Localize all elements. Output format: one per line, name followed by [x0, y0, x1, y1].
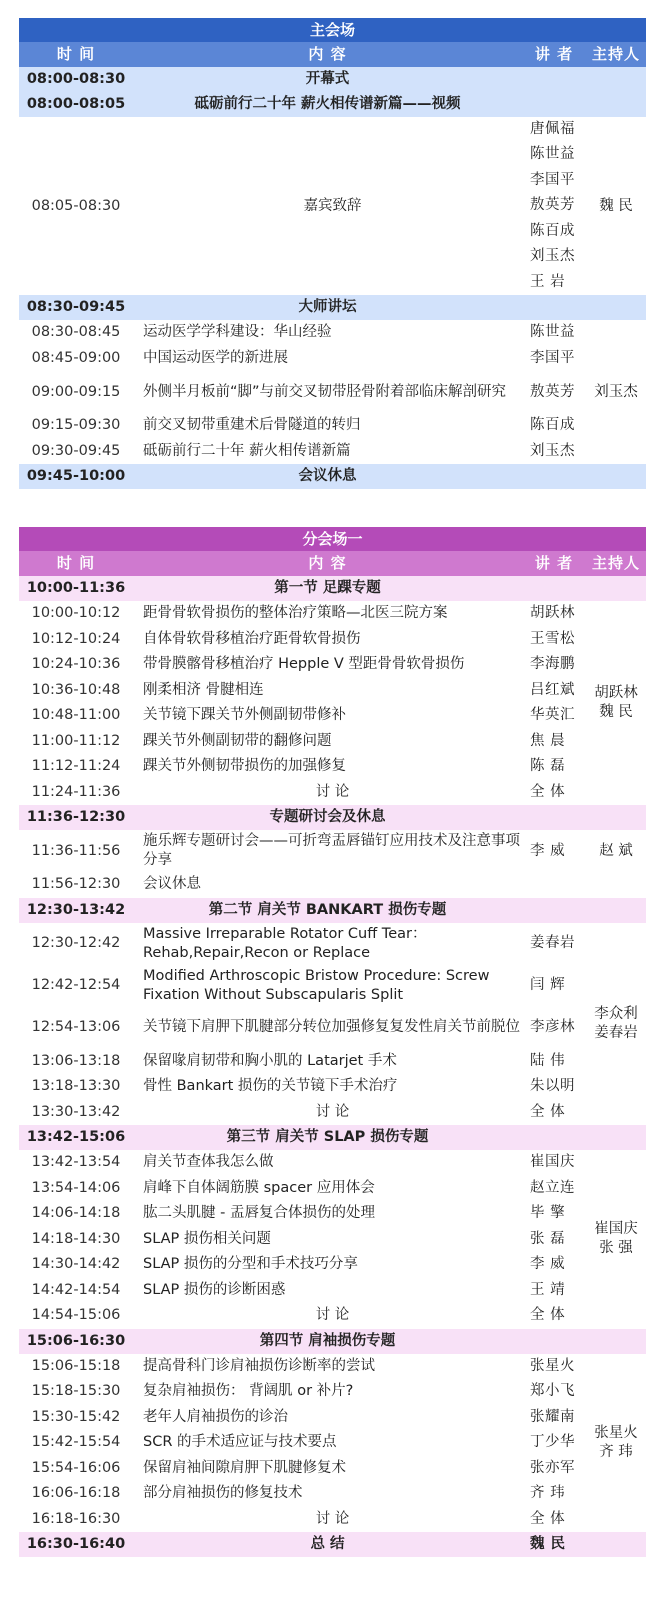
summary-title: 总 结: [133, 1532, 522, 1557]
row-time: 16:06-16:18: [31, 1485, 121, 1502]
speaker-name: 陈世益: [530, 146, 575, 163]
speaker-name: 敖英芳: [530, 197, 575, 214]
row-speaker: 李彦林: [530, 1019, 575, 1035]
host-name: 齐 玮: [599, 1443, 633, 1460]
header-time: 时 间: [19, 42, 133, 67]
row-topic: SLAP 损伤相关问题: [143, 1230, 271, 1247]
video-time: 08:00-08:05: [19, 92, 133, 117]
row-time: 09:00-09:15: [31, 383, 121, 400]
session-time: 11:36-12:30: [19, 805, 133, 830]
row-speaker: 崔国庆: [530, 1154, 575, 1171]
forum-host: 刘玉杰: [594, 383, 638, 400]
row-time: 13:18-13:30: [31, 1078, 121, 1095]
row-topic: 外侧半月板前“脚”与前交叉韧带胫骨附着部临床解剖研究: [143, 383, 507, 400]
row-time: 10:00-10:12: [31, 605, 121, 622]
branch-venue-table: [19, 527, 646, 1557]
header-content: 内 容: [133, 42, 522, 67]
row-topic: 施乐辉专题研讨会——可折弯盂唇锚钉应用技术及注意事项分享: [143, 833, 520, 868]
session-title: 第四节 肩袖损伤专题: [133, 1329, 522, 1354]
speaker-name: 李国平: [530, 171, 575, 188]
row-topic: SCR 的手术适应证与技术要点: [143, 1434, 337, 1451]
video-title: 砥砺前行二十年 薪火相传谱新篇——视频: [133, 92, 522, 117]
row-topic: 复杂肩袖损伤： 背阔肌 or 补片?: [143, 1383, 354, 1400]
speaker-name: 王 岩: [530, 273, 566, 290]
row-topic: 踝关节外侧韧带损伤的加强修复: [143, 758, 346, 775]
host-name: 姜春岩: [594, 1024, 638, 1041]
main-venue-table: [19, 18, 646, 489]
row-topic: 骨性 Bankart 损伤的关节镜下手术治疗: [143, 1078, 398, 1095]
break-time: 09:45-10:00: [19, 464, 133, 489]
row-topic: 自体骨软骨移植治疗距骨软骨损伤: [143, 630, 361, 647]
row-topic: 会议休息: [143, 876, 201, 893]
opening-title: 开幕式: [133, 67, 522, 92]
row-speaker: 陆 伟: [530, 1052, 566, 1069]
row-speaker: 王雪松: [530, 630, 575, 647]
row-topic: SLAP 损伤的分型和手术技巧分享: [143, 1256, 358, 1273]
row-speaker: 李海鹏: [530, 656, 575, 673]
branch-venue-title: 分会场一: [19, 527, 646, 551]
row-speaker: [522, 872, 586, 898]
row-speaker: 毕 擎: [530, 1205, 566, 1222]
row-speaker: 陈世益: [530, 324, 575, 341]
host-name: 张 强: [599, 1240, 633, 1257]
row-topic: Massive Irreparable Rotator Cuff Tear：Rehab,Repair,Recon or Replace: [143, 925, 427, 961]
row-time: 14:54-15:06: [31, 1307, 121, 1324]
session-hosts: [586, 601, 646, 805]
session-time: 12:30-13:42: [19, 898, 133, 923]
header-time: 时 间: [19, 551, 133, 576]
row-speaker: 张耀南: [530, 1408, 575, 1425]
welcome-title: 嘉宾致辞: [303, 197, 362, 214]
row-time: 10:36-10:48: [31, 681, 121, 698]
row-topic: 提高骨科门诊肩袖损伤诊断率的尝试: [143, 1357, 375, 1374]
row-topic: 保留喙肩韧带和胸小肌的 Latarjet 手术: [143, 1052, 397, 1069]
row-topic: 老年人肩袖损伤的诊治: [143, 1408, 288, 1425]
row-speaker: 胡跃林: [530, 605, 575, 622]
row-topic: 讨 论: [315, 783, 350, 800]
row-speaker: 朱以明: [530, 1078, 575, 1095]
row-speaker: 闫 辉: [530, 977, 566, 993]
row-time: 11:56-12:30: [31, 876, 121, 893]
row-speaker: 全 体: [530, 1103, 566, 1120]
welcome-time: 08:05-08:30: [31, 197, 121, 214]
header-speaker: 讲 者: [522, 551, 586, 576]
row-time: 13:30-13:42: [31, 1103, 121, 1120]
row-speaker: 郑小飞: [530, 1383, 575, 1400]
row-speaker: 焦 晨: [530, 732, 566, 749]
row-topic: 带骨膜髂骨移植治疗 Hepple V 型距骨骨软骨损伤: [143, 656, 465, 673]
row-time: 12:42-12:54: [31, 977, 121, 993]
row-speaker: 张亦军: [530, 1459, 575, 1476]
row-topic: 砥砺前行二十年 薪火相传谱新篇: [143, 442, 351, 459]
row-time: 10:12-10:24: [31, 630, 121, 647]
row-topic: 肱二头肌腱 - 盂唇复合体损伤的处理: [143, 1205, 375, 1222]
row-topic: 关节镜下肩胛下肌腱部分转位加强修复复发性肩关节前脱位: [143, 1019, 520, 1035]
row-time: 09:15-09:30: [31, 417, 121, 434]
session-time: 10:00-11:36: [19, 576, 133, 601]
row-topic: 踝关节外侧副韧带的翻修问题: [143, 732, 332, 749]
row-speaker: 张星火: [530, 1357, 575, 1374]
host-name: 魏 民: [599, 704, 633, 720]
row-time: 15:42-15:54: [31, 1434, 121, 1451]
welcome-speakers: [522, 117, 586, 295]
row-time: 11:36-11:56: [31, 842, 121, 859]
summary-time: 16:30-16:40: [19, 1532, 133, 1557]
session-time: 15:06-16:30: [19, 1329, 133, 1354]
main-venue-title: 主会场: [19, 18, 646, 42]
row-speaker: 全 体: [530, 1510, 566, 1527]
row-topic: 刚柔相济 骨腱相连: [143, 681, 264, 698]
row-speaker: 李 威: [530, 1256, 566, 1273]
row-time: 08:45-09:00: [31, 349, 121, 366]
session-title: 第二节 肩关节 BANKART 损伤专题: [133, 898, 522, 923]
header-speaker: 讲 者: [522, 42, 586, 67]
row-time: 09:30-09:45: [31, 442, 121, 459]
session-hosts: [586, 1150, 646, 1329]
row-topic: 前交叉韧带重建术后骨隧道的转归: [143, 417, 361, 434]
row-speaker: 张 磊: [530, 1230, 566, 1247]
session-hosts: [586, 923, 646, 1126]
session-title: 专题研讨会及休息: [133, 805, 522, 830]
row-time: 14:18-14:30: [31, 1230, 121, 1247]
row-topic: 运动医学学科建设：华山经验: [143, 324, 332, 341]
session-hosts: [586, 1354, 646, 1533]
row-time: 11:12-11:24: [31, 758, 121, 775]
row-time: 11:24-11:36: [31, 783, 121, 800]
row-speaker: 李国平: [530, 349, 575, 366]
row-topic: 距骨骨软骨损伤的整体治疗策略—北医三院方案: [143, 605, 448, 622]
row-time: 13:06-13:18: [31, 1052, 121, 1069]
row-speaker: 姜春岩: [530, 935, 575, 951]
row-topic: 讨 论: [315, 1510, 350, 1527]
row-speaker: 齐 玮: [530, 1485, 566, 1502]
speaker-name: 唐佩福: [530, 121, 575, 138]
header-host: 主持人: [586, 42, 646, 67]
row-topic: Modified Arthroscopic Bristow Procedure: Screw Fixation Without Subscapularis Split: [143, 967, 490, 1003]
row-speaker: 全 体: [530, 1307, 566, 1324]
session-title: 第一节 足踝专题: [133, 576, 522, 601]
row-time: 10:24-10:36: [31, 656, 121, 673]
header-content: 内 容: [133, 551, 522, 576]
row-speaker: 刘玉杰: [530, 442, 575, 459]
row-time: 12:30-12:42: [31, 935, 121, 951]
row-topic: 讨 论: [315, 1307, 350, 1324]
opening-time: 08:00-08:30: [19, 67, 133, 92]
speaker-name: 刘玉杰: [530, 248, 575, 265]
row-topic: 部分肩袖损伤的修复技术: [143, 1485, 303, 1502]
forum-title: 大师讲坛: [133, 295, 522, 320]
row-time: 14:42-14:54: [31, 1281, 121, 1298]
header-host: 主持人: [586, 551, 646, 576]
row-topic: 讨 论: [315, 1103, 350, 1120]
row-time: 10:48-11:00: [31, 707, 121, 724]
host-name: 胡跃林: [594, 685, 638, 701]
host-name: 张星火: [594, 1424, 638, 1441]
row-time: 13:54-14:06: [31, 1179, 121, 1196]
row-time: 14:30-14:42: [31, 1256, 121, 1273]
summary-speaker: 魏 民: [522, 1532, 586, 1557]
row-time: 08:30-08:45: [31, 324, 121, 341]
forum-time: 08:30-09:45: [19, 295, 133, 320]
row-topic: 关节镜下踝关节外侧副韧带修补: [143, 707, 346, 724]
row-speaker: 华英汇: [530, 707, 575, 724]
row-time: 13:42-13:54: [31, 1154, 121, 1171]
row-speaker: 王 靖: [530, 1281, 566, 1298]
session-title: 第三节 肩关节 SLAP 损伤专题: [133, 1125, 522, 1150]
row-speaker: 陈百成: [530, 417, 575, 434]
row-time: 11:00-11:12: [31, 732, 121, 749]
row-speaker: 敖英芳: [530, 383, 575, 400]
row-speaker: 陈 磊: [530, 758, 566, 775]
row-time: 16:18-16:30: [31, 1510, 121, 1527]
row-topic: 肩峰下自体阔筋膜 spacer 应用体会: [143, 1179, 375, 1196]
host-name: 李众利: [594, 1005, 638, 1022]
break-title: 会议休息: [133, 464, 522, 489]
row-speaker: 丁少华: [530, 1434, 575, 1451]
row-topic: SLAP 损伤的诊断困惑: [143, 1281, 286, 1298]
session-time: 13:42-15:06: [19, 1125, 133, 1150]
row-speaker: 全 体: [530, 783, 566, 800]
row-topic: 保留肩袖间隙肩胛下肌腱修复术: [143, 1459, 346, 1476]
row-time: 12:54-13:06: [31, 1019, 121, 1035]
welcome-host: 魏 民: [599, 197, 633, 214]
row-time: 15:30-15:42: [31, 1408, 121, 1425]
row-speaker: 李 威: [530, 842, 566, 859]
row-time: 15:54-16:06: [31, 1459, 121, 1476]
row-topic: 中国运动医学的新进展: [143, 349, 288, 366]
row-time: 15:06-15:18: [31, 1357, 121, 1374]
row-time: 14:06-14:18: [31, 1205, 121, 1222]
host-name: 崔国庆: [594, 1221, 638, 1238]
session-host: 赵 斌: [599, 842, 633, 859]
row-speaker: 吕红斌: [530, 681, 575, 698]
row-speaker: 赵立连: [530, 1179, 575, 1196]
speaker-name: 陈百成: [530, 222, 575, 239]
row-time: 15:18-15:30: [31, 1383, 121, 1400]
row-topic: 肩关节查体我怎么做: [143, 1154, 274, 1171]
